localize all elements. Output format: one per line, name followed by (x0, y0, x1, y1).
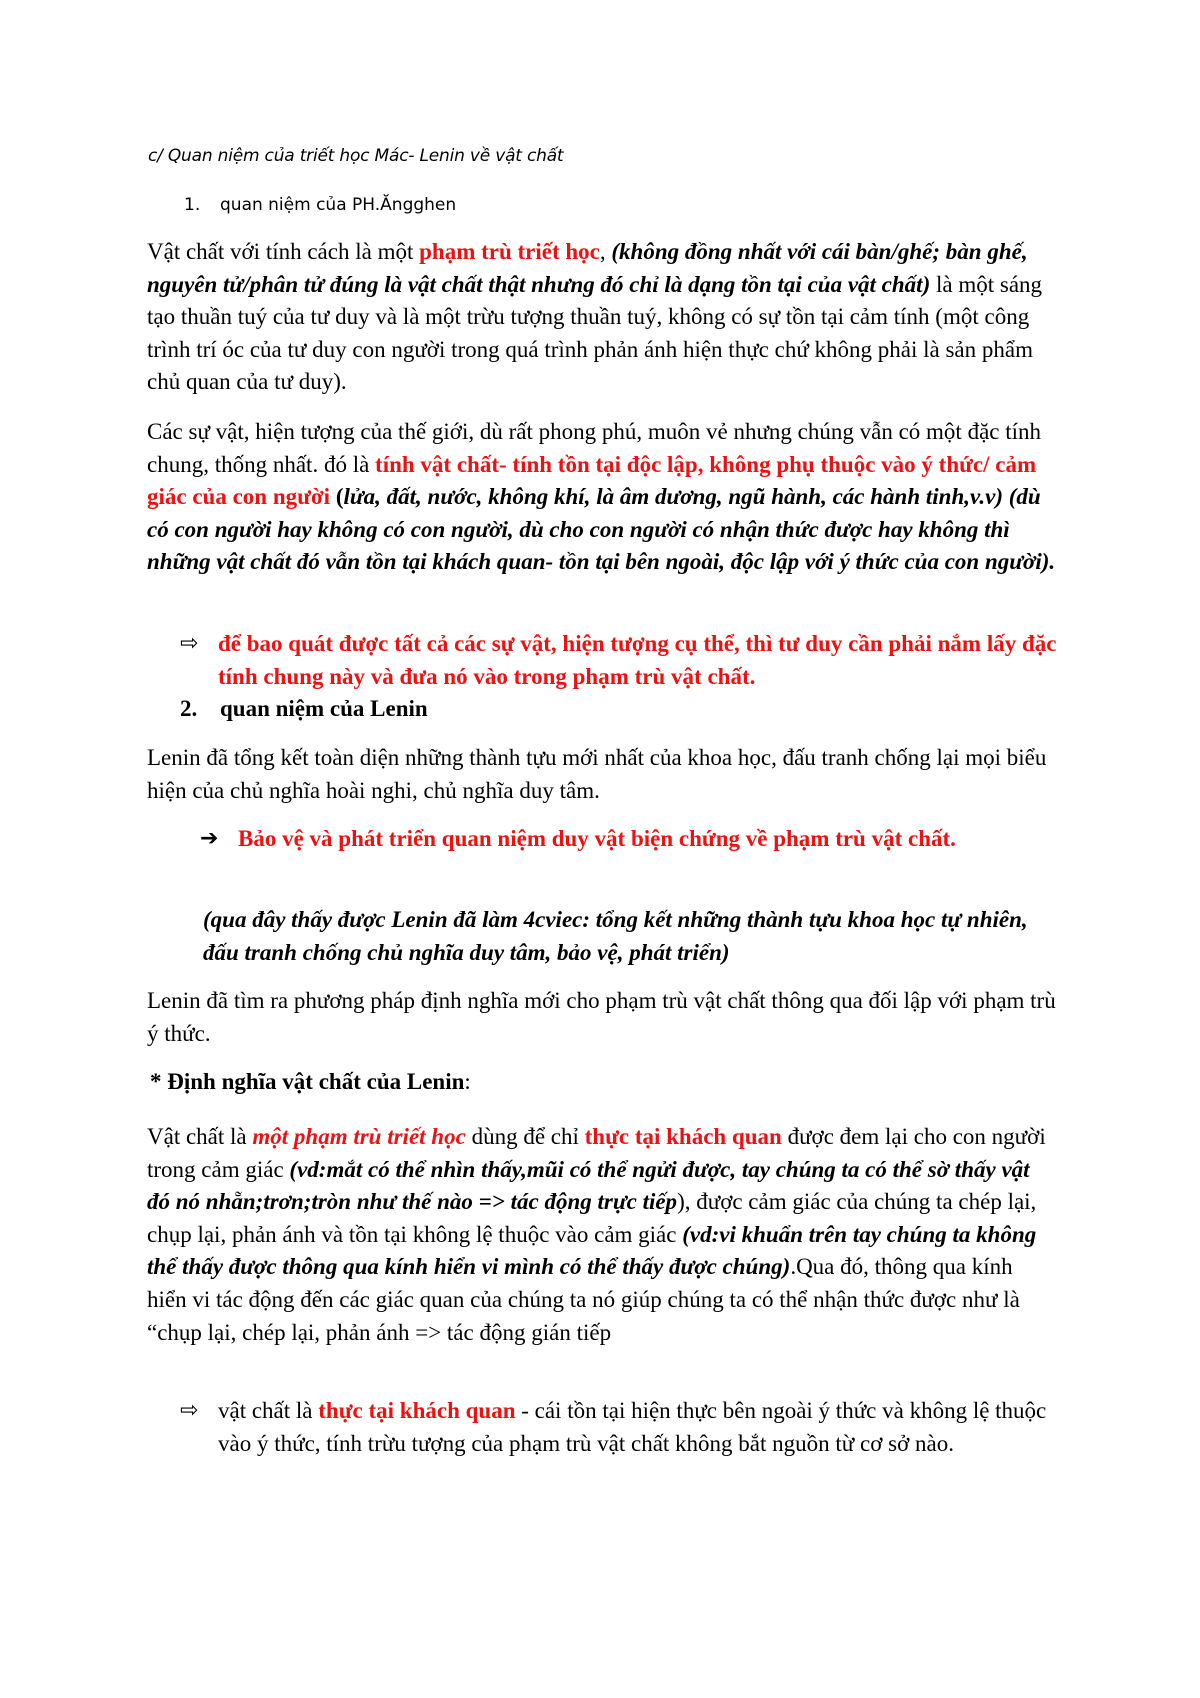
paragraph-lenin-definition (147, 1121, 1057, 1349)
outline-arrow-icon: ⇨ (180, 631, 199, 656)
text: dùng để chỉ (465, 1124, 585, 1149)
solid-arrow-icon: ➔ (200, 826, 219, 851)
text: Các sự vật, hiện tượng của thế giới, dù rất phong phú, muôn vẻ nhưng chúng vẫn có một đặc tính chung, thống nhất. đó là (147, 419, 1042, 477)
definition-heading (150, 1066, 1060, 1099)
text: (qua đây thấy được Lenin đã làm 4cviec: tổng kết những thành tựu khoa học tự nhiên, đấu tranh chống chủ nghĩa duy tâm, bảo vệ, phát triển) (203, 907, 1028, 965)
paragraph-lenin-summary (147, 742, 1057, 807)
highlight-text: thực tại khách quan (318, 1398, 516, 1423)
text: được đem lại cho con người trong cảm giác (147, 1124, 1046, 1182)
arrow-bullet-text: để bao quát được tất cả các sự vật, hiện tượng cụ thể, thì tư duy cần phải nắm lấy đặc tính chung này và đưa nó vào trong phạm trù vật chất. (218, 631, 1057, 689)
text: - cái tồn tại hiện thực bên ngoài ý thức và không lệ thuộc vào ý thức, tính trừu tượng của phạm trù vật chất không bắt nguồn từ cơ sở nào. (218, 1398, 1047, 1456)
arrow-bullet-3 (180, 1395, 1060, 1460)
highlight-text: một phạm trù triết học (252, 1124, 466, 1149)
highlight-text: thực tại khách quan (584, 1124, 782, 1149)
text: Lenin đã tổng kết toàn diện những thành tựu mới nhất của khoa học, đấu tranh chống lại mọi biểu hiện của chủ nghĩa hoài nghi, chủ nghĩa duy tâm. (147, 745, 1047, 803)
text: : (464, 1069, 471, 1094)
text: vật chất là (218, 1398, 319, 1423)
text: là một sáng tạo thuần tuý của tư duy và là một trừu tượng thuần tuý, không có sự tồn tại cảm tính (một công trình trí óc của tư duy con người trong quá trình phản ánh hiện thực chứ không phải là sản phẩm chủ quan của tư duy). (147, 271, 1043, 395)
text: Lenin đã tìm ra phương pháp định nghĩa mới cho phạm trù vật chất thông qua đối lập với phạm trù ý thức. (147, 988, 1056, 1046)
paragraph-engels-definition (147, 236, 1057, 399)
arrow-bullet-2 (200, 823, 1040, 856)
emphasis-text: (không đồng nhất với cái bàn/ghế; bàn ghế, nguyên tử/phân tử đúng là vật chất thật nhưng đó chỉ là dạng tồn tại của vật chất) (147, 239, 1028, 297)
emphasis-text: (vd:mắt có thể nhìn thấy,mũi có thể ngửi được, tay chúng ta có thể sờ thấy vật đó nó nhẵn;trơn;tròn như thế nào => tác động trực tiếp (147, 1156, 1030, 1215)
text: .Qua đó, thông qua kính hiển vi tác động đến các giác quan của chúng ta nó giúp chúng ta có thể nhận thức được như là “chụp lại, chép lại, phản ánh => tác động gián tiếp (147, 1254, 1020, 1345)
text: Vật chất là (147, 1124, 253, 1149)
numbered-heading-1 (184, 195, 456, 215)
paragraph-new-method (147, 985, 1057, 1050)
arrow-bullet-text (218, 1395, 1060, 1460)
heading-text: * Định nghĩa vật chất của Lenin (150, 1069, 465, 1094)
text: ), được cảm giác của chúng ta chép lại, chụp lại, phản ánh và tồn tại không lệ thuộc vào cảm giác (147, 1189, 1037, 1247)
list-label: quan niệm của Lenin (220, 696, 428, 721)
arrow-bullet-text: Bảo vệ và phát triển quan niệm duy vật biện chứng về phạm trù vật chất. (238, 826, 956, 851)
text: Vật chất với tính cách là một (147, 239, 420, 264)
text: ( (330, 484, 344, 510)
emphasis-text: (vd:vi khuẩn trên tay chúng ta không thể thấy được thông qua kính hiển vi mình có thể thấy được chúng) (147, 1221, 1037, 1280)
outline-arrow-icon: ⇨ (180, 1398, 199, 1423)
text: , (599, 239, 612, 264)
numbered-heading-2 (180, 693, 428, 726)
section-heading: c/ Quan niệm của triết học Mác- Lenin về vật chất (148, 146, 564, 166)
arrow-bullet-1 (180, 628, 1060, 693)
note-paragraph (203, 904, 1063, 969)
highlight-text: phạm trù triết học (419, 239, 600, 264)
list-number: 2. (180, 696, 198, 721)
highlight-text: tính vật chất- tính tồn tại độc lập, không phụ thuộc vào ý thức/ cảm giác của con người (147, 451, 1037, 510)
list-number: 1. (184, 195, 201, 215)
paragraph-material-property (147, 416, 1057, 579)
list-label: quan niệm của PH.Ăngghen (220, 195, 457, 215)
emphasis-text: lửa, đất, nước, không khí, là âm dương, ngũ hành, các hành tinh,v.v) (dù có con người hay không có con người, dù cho con người có nhận thức được hay không thì những vật chất đó vẫn tồn tại khách quan- tồn tại bên ngoài, độc lập với ý thức của con người). (147, 484, 1056, 575)
